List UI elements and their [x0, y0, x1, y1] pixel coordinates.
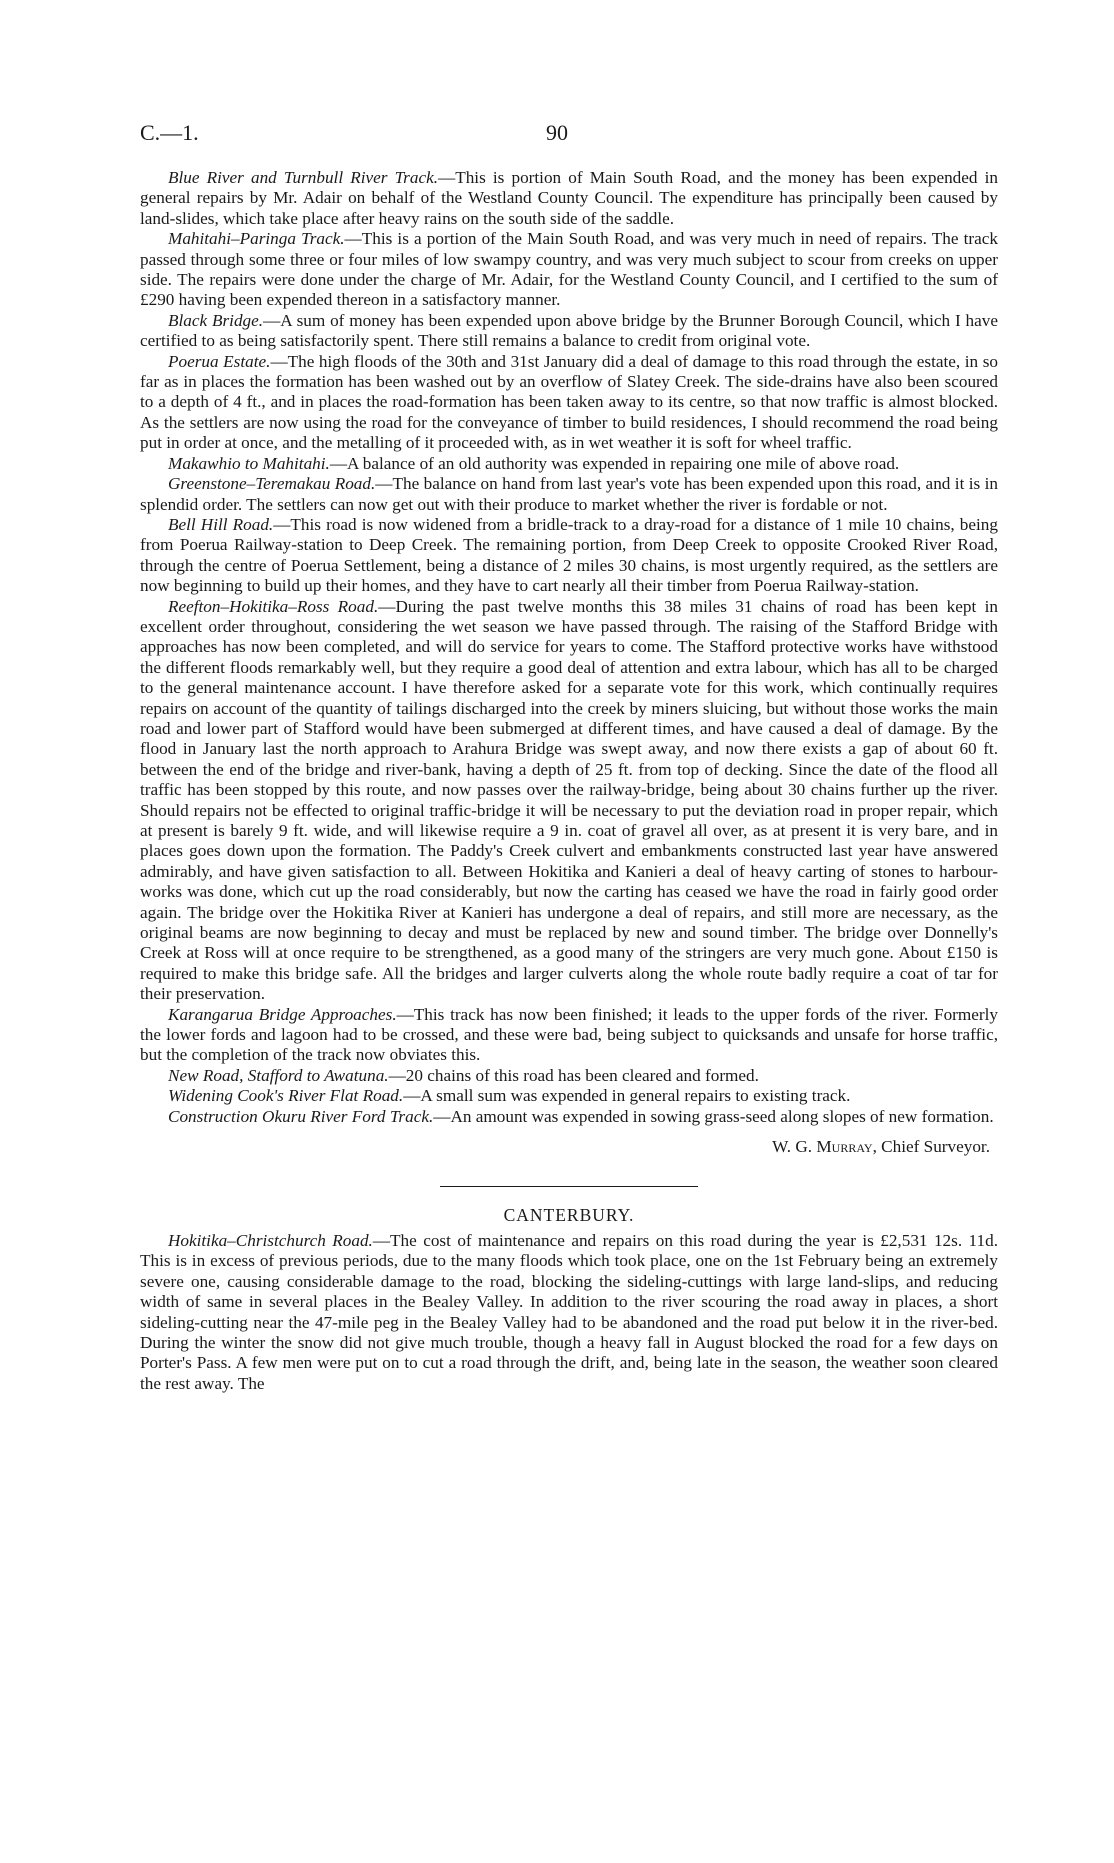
paragraph-text: —The high floods of the 30th and 31st January did a deal of damage to this road through the estate, in so far as in places the formation has been washed out by an overflow of Slatey Creek. The side-drains have also been scoured to a depth of 4 ft., and in places the road-formation has been taken away to its centre, so that now traffic is almost blocked. As the settlers are now using the road for the conveyance of timber to build residences, I should recommend the road being put in order at once, and the metalling of it proceeded with, as in wet weather it is soft for wheel traffic. [140, 351, 998, 453]
canterbury-section [140, 1231, 998, 1394]
paragraph [140, 1231, 998, 1394]
paragraph [140, 515, 998, 597]
paragraph-text: —This is portion of Main South Road, and the money has been expended in general repairs by Mr. Adair on behalf of the Westland County Council. The expenditure has principally been caused by land-slides, which take place after heavy rains on the south side of the saddle. [140, 168, 998, 228]
paragraph [140, 474, 998, 515]
paragraph [140, 454, 998, 474]
report-body [140, 168, 998, 1394]
paragraph [140, 1086, 998, 1106]
signature [140, 1137, 998, 1157]
paragraph-text: —The balance on hand from last year's vote has been expended upon this road, and it is in splendid order. The settlers can now get out with their produce to market whether the river is fordable or not. [140, 474, 999, 514]
paragraph-title: Blue River and Turnbull River Track. [168, 168, 439, 187]
paragraph-text: —This is a portion of the Main South Road, and was very much in need of repairs. The track passed through some three or four miles of low swampy country, and was very much subject to scour from creeks on upper side. The repairs were done under the charge of Mr. Adair, for the Westland County Council, and I certified to the sum of £290 having been expended thereon in a satisfactory manner. [140, 229, 998, 310]
paragraph-title: Black Bridge. [168, 310, 264, 330]
paragraph-title: Makawhio to Mahitahi. [168, 453, 330, 473]
paragraph-text: —During the past twelve months this 38 miles 31 chains of road has been kept in excellent order throughout, considering the wet season we have passed through. The raising of the Stafford Bridge with approaches has now been completed, and will do service for years to come. The Stafford protective works have withstood the different floods remarkably well, but they require a good deal of attention and extra labour, which has all to be charged to the general maintenance account. I have therefore asked for a separate vote for this work, which continually requires repairs on account of the quantity of tailings discharged into the creek by miners sluicing, but without those works the main road and lower part of Stafford would have been submerged at different times, and have caused a deal of damage. By the flood in January last the north approach to Arahura Bridge was swept away, and now there exists a gap of about 60 ft. between the end of the bridge and river-bank, having a depth of 25 ft. from top of decking. Since the date of the flood all traffic has been stopped by this route, and now passes over the railway-bridge, being about 30 chains further up the river. Should repairs not be effected to original traffic-bridge it will be necessary to put the deviation road in proper repair, which at present is barely 9 ft. wide, and will likewise require a 9 in. coat of gravel all over, as at present it is very bare, and in places goes down upon the formation. The Paddy's Creek culvert and embankments constructed last year have answered admirably, and have given satisfaction to all. Between Hokitika and Kanieri a deal of heavy carting of stones to harbour-works was done, which cut up the road considerably, but now the carting has ceased we have the road in fairly good order again. The bridge over the Hokitika River at Kanieri has undergone a deal of repairs, and still more are necessary, as the original beams are now beginning to decay and must be replaced by new and sound timber. The bridge over Donnelly's Creek at Ross will at once require to be strengthened, as a good many of the stringers are very much gone. About £150 is required to make this bridge safe. All the bridges and larger culverts along the whole route badly require a coat of tar for their preservation. [140, 596, 998, 1004]
paragraph-text: —This track has now been finished; it leads to the upper fords of the river. Formerly the lower fords and lagoon had to be crossed, and these were bad, being subject to quicksands and unsafe for horse traffic, but the completion of the track now obviates this. [140, 1004, 998, 1065]
paragraph-title: Hokitika–Christchurch Road. [168, 1230, 373, 1250]
paragraph [140, 311, 998, 352]
paragraph [140, 1107, 998, 1127]
paragraph-title: Greenstone–Teremakau Road. [168, 474, 376, 494]
paragraph-title: Karangarua Bridge Approaches. [168, 1004, 397, 1024]
paragraph-title: New Road, Stafford to Awatuna. [168, 1065, 389, 1085]
paragraph [140, 352, 998, 454]
paragraph [140, 1066, 998, 1086]
paragraph-text: —An amount was expended in sowing grass-seed along slopes of new formation. [433, 1106, 994, 1126]
signature-initials: W. G. [772, 1137, 817, 1157]
signature-surname: Murray [816, 1137, 873, 1157]
paragraph-text: —20 chains of this road has been cleared and formed. [388, 1065, 759, 1085]
paragraph-text: —This road is now widened from a bridle-track to a dray-road for a distance of 1 mile 10 chains, being from Poerua Railway-station to Deep Creek. The remaining portion, from Deep Creek to opposite Crooked River Road, through the centre of Poerua Settlement, being a distance of 2 miles 30 chains, is most urgently required, as the settlers are now beginning to build up their homes, and they have to cart nearly all their timber from Poerua Railway-station. [140, 514, 998, 596]
westland-section [140, 168, 998, 1127]
paragraph-text: —The cost of maintenance and repairs on this road during the year is £2,531 12s. 11d. This is in excess of previous periods, due to the many floods which took place, one on the 1st February being an extremely severe one, causing considerable damage to the road, blocking the sideling-cuttings with large land-slips, and reducing width of same in several places in the Bealey Valley. In addition to the river scouring the road away in places, a short sideling-cutting near the 47-mile peg in the Bealey Valley had to be abandoned and the road put below it in the river-bed. During the winter the snow did not give much trouble, though a heavy fall in August blocked the road for a few days on Porter's Pass. A few men were put on to cut a road through the drift, and, being late in the season, the weather soon cleared the rest away. The [140, 1230, 998, 1393]
paragraph-title: Reefton–Hokitika–Ross Road. [168, 596, 379, 616]
paragraph [140, 229, 998, 311]
page-number: 90 [546, 120, 568, 145]
report-reference: C.—1. [140, 120, 199, 145]
paragraph-text: —A small sum was expended in general repairs to existing track. [403, 1086, 851, 1106]
signature-title: , Chief Surveyor. [872, 1137, 990, 1157]
paragraph-title: Bell Hill Road. [168, 514, 274, 534]
paragraph-text: —A balance of an old authority was expended in repairing one mile of above road. [329, 453, 900, 473]
paragraph [140, 1005, 998, 1066]
section-heading: CANTERBURY. [503, 1204, 635, 1225]
section-divider [440, 1186, 698, 1187]
paragraph-title: Poerua Estate. [168, 351, 271, 371]
paragraph-title: Construction Okuru River Ford Track. [168, 1106, 434, 1126]
paragraph-title: Widening Cook's River Flat Road. [168, 1086, 404, 1106]
paragraph [140, 597, 998, 1005]
paragraph-title: Mahitahi–Paringa Track. [168, 229, 345, 249]
paragraph-text: —A sum of money has been expended upon above bridge by the Brunner Borough Council, which I have certified to as being satisfactorily spent. There still remains a balance to credit from original vote. [140, 310, 998, 351]
paragraph [140, 168, 998, 229]
